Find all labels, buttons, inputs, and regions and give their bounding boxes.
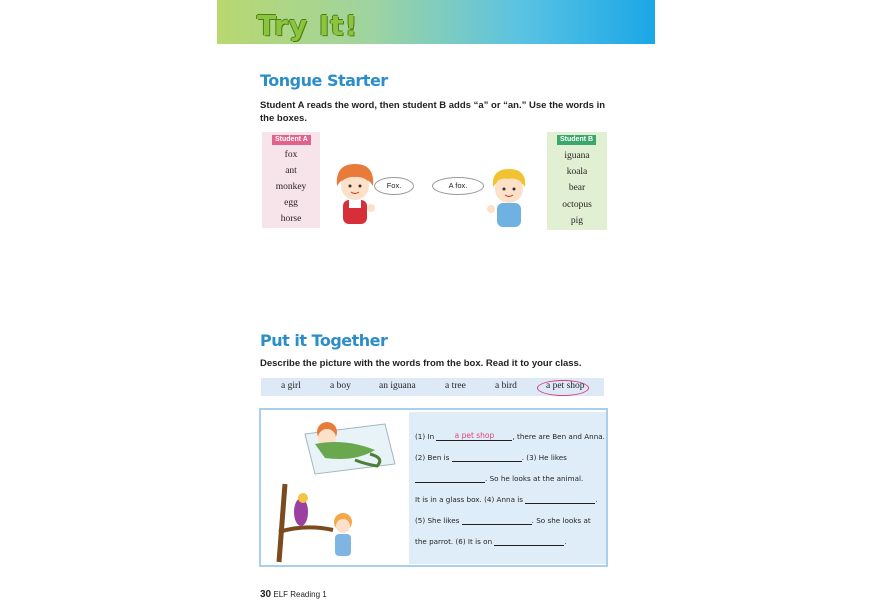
boy-illustration xyxy=(483,165,535,231)
student-b-word: iguana xyxy=(564,151,590,161)
student-b-word: pig xyxy=(570,216,584,226)
student-b-word: octopus xyxy=(562,200,592,210)
student-a-label: Student A xyxy=(272,135,311,145)
answer-blank-1[interactable] xyxy=(436,431,512,441)
answer-blank-3[interactable] xyxy=(415,473,485,483)
sentence-line-6 xyxy=(415,536,567,546)
speech-bubble-b: A fox. xyxy=(432,177,484,195)
student-b-label: Student B xyxy=(557,135,596,145)
circled-word-mark xyxy=(537,380,589,396)
line2-suffix: . (3) He likes xyxy=(521,453,567,462)
word-box-item: a boy xyxy=(330,381,351,391)
answer-blank-4[interactable] xyxy=(525,494,598,504)
line5-prefix: (5) She likes xyxy=(415,516,460,525)
put-together-title: Put it Together xyxy=(260,331,388,350)
student-b-word: bear xyxy=(568,183,586,193)
line1-prefix: (1) In xyxy=(415,432,435,441)
answer-blank-6[interactable] xyxy=(494,536,567,546)
student-a-word: egg xyxy=(284,198,298,208)
page-number: 30 xyxy=(260,589,272,600)
answer-blank-5[interactable] xyxy=(462,515,532,525)
student-b-word: koala xyxy=(566,167,588,177)
word-box-item: a tree xyxy=(445,381,466,391)
sentence-line-4 xyxy=(415,494,598,504)
page-title: Try It! xyxy=(257,9,359,42)
line4-prefix: It is in a glass box. (4) Anna is xyxy=(415,495,523,504)
word-box-item: a pet shop xyxy=(546,381,585,391)
tongue-starter-title: Tongue Starter xyxy=(260,71,388,90)
line2-prefix: (2) Ben is xyxy=(415,453,450,462)
student-a-word: ant xyxy=(285,166,297,176)
word-box-item: a girl xyxy=(281,381,301,391)
girl-illustration xyxy=(327,160,383,228)
sentence-line-3 xyxy=(415,473,583,483)
sentence-line-5 xyxy=(415,515,591,525)
student-a-word: horse xyxy=(280,214,302,224)
word-box-item: a bird xyxy=(495,381,517,391)
line3-suffix: . So he looks at the animal. xyxy=(485,474,584,483)
exercise-frame xyxy=(259,408,608,567)
header-banner xyxy=(217,0,655,44)
line1-suffix: , there are Ben and Anna. xyxy=(512,432,605,441)
speech-bubble-a: Fox. xyxy=(374,177,414,195)
put-together-instruction: Describe the picture with the words from the box. Read it to your class. xyxy=(260,358,582,369)
sentence-line-2 xyxy=(415,452,567,462)
answer-blank-2[interactable] xyxy=(452,452,522,462)
book-title: ELF Reading 1 xyxy=(273,590,327,599)
line5-suffix: . So she looks at xyxy=(531,516,591,525)
answer-text-1: a pet shop xyxy=(454,431,495,440)
pet-shop-illustration xyxy=(265,414,405,564)
line6-prefix: the parrot. (6) It is on xyxy=(415,537,493,546)
line4-suffix: . xyxy=(595,495,598,504)
line6-suffix: . xyxy=(564,537,567,546)
tongue-starter-instruction: Student A reads the word, then student B adds “a” or “an.” Use the words in the boxes. xyxy=(260,100,606,124)
student-a-word: fox xyxy=(284,150,298,160)
sentence-line-1 xyxy=(415,431,605,441)
student-b-word-box xyxy=(547,132,607,230)
sentence-panel xyxy=(409,412,606,564)
word-box-item: an iguana xyxy=(379,381,416,391)
student-a-word: monkey xyxy=(275,182,307,192)
student-a-word-box xyxy=(262,132,320,228)
page-footer xyxy=(260,589,327,600)
workbook-page xyxy=(217,0,655,612)
